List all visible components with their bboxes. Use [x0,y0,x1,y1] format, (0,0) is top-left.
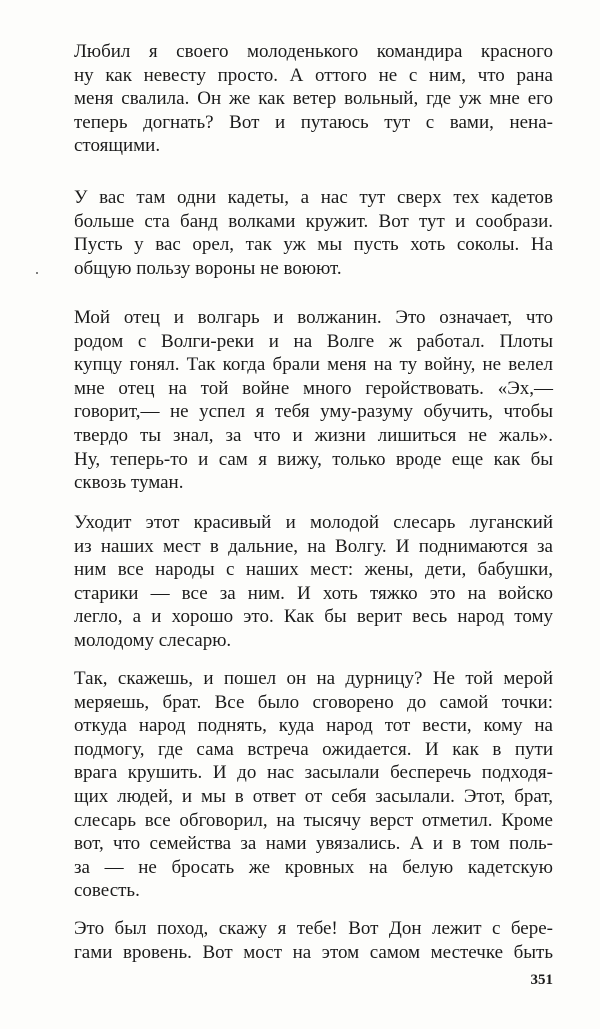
text-line: откуда народ поднять, куда народ тот вести, кому на [74,715,553,737]
text-line: врага крушить. И до нас засылали бесперечь подходя- [74,762,553,784]
text-line: щих людей, и мы в ответ от себя засылали. Этот, брат, [74,785,553,807]
text-line: общую пользу вороны не воюют. [74,257,342,279]
text-line: больше ста банд волками кружит. Вот тут и сообрази. [74,210,553,232]
text-line: родом с Волги-реки и на Волге ж работал. Плоты [74,330,553,352]
text-line: ним все народы с наших мест: жены, дети, бабушки, [74,559,553,581]
text-line: легло, а и хорошо это. Как бы верит весь народ тому [74,606,553,628]
text-line: мне отец на той войне много геройствовать. «Эх,— [74,377,553,399]
paragraph-2 [74,186,553,280]
paragraph-1 [74,40,553,158]
text-line: ну как невесту просто. А оттого не с ним, что рана [74,64,553,86]
text-line: меряешь, брат. Все было сговорено до самой точки: [74,691,553,713]
text-line: из наших мест в дальние, на Волгу. И поднимаются за [74,535,553,557]
text-line: молодому слесарю. [74,629,232,651]
text-line: У вас там одни кадеты, а нас тут сверх тех кадетов [74,187,553,208]
text-line: Пусть у вас орел, так уж мы пусть хоть соколы. На [74,234,553,256]
text-line: совесть. [74,880,140,902]
text-line: сквозь туман. [74,472,184,494]
text-line: говорит,— не успел я тебя уму-разуму обучить, чтобы [74,401,553,423]
print-speck [36,272,38,274]
paragraph-5 [74,667,553,903]
text-line: Уходит этот красивый и молодой слесарь луганский [74,512,553,533]
text-line: Мой отец и волгарь и волжанин. Это означает, что [74,307,553,328]
text-line: старики — все за ним. И хоть тяжко это на войско [74,582,553,604]
text-line: вот, что семейства за нами увязались. А и в том поль- [74,833,553,855]
text-line: за — не бросать же кровных на белую кадетскую [74,856,553,878]
text-line: слесарь все обговорил, на тысячу верст отметил. Кроме [74,809,553,831]
text-line: твердо ты знал, за что и жизни лишиться не жаль». [74,424,553,446]
text-line: Ну, теперь-то и сам я вижу, только вроде еще как бы [74,448,553,470]
text-line: стоящими. [74,135,161,157]
text-line: меня свалила. Он же как ветер вольный, где уж мне его [74,88,553,110]
text-line: теперь догнать? Вот и путаюсь тут с вами, нена- [74,111,553,133]
text-line: купцу гонял. Так когда брали меня на ту войну, не велел [74,354,553,376]
text-line: Так, скажешь, и пошел он на дурницу? Не той мерой [74,668,553,689]
paragraph-4 [74,511,553,653]
paragraph-3 [74,306,553,495]
text-line: гами вровень. Вот мост на этом самом местечке быть [74,941,553,963]
paragraph-6 [74,917,553,964]
text-line: Это был поход, скажу я тебе! Вот Дон лежит с бере- [74,918,553,939]
text-line: подмогу, где сама встреча ожидается. И как в пути [74,738,553,760]
text-line: Любил я своего молоденького командира красного [74,41,553,62]
page-number: 351 [530,972,553,988]
